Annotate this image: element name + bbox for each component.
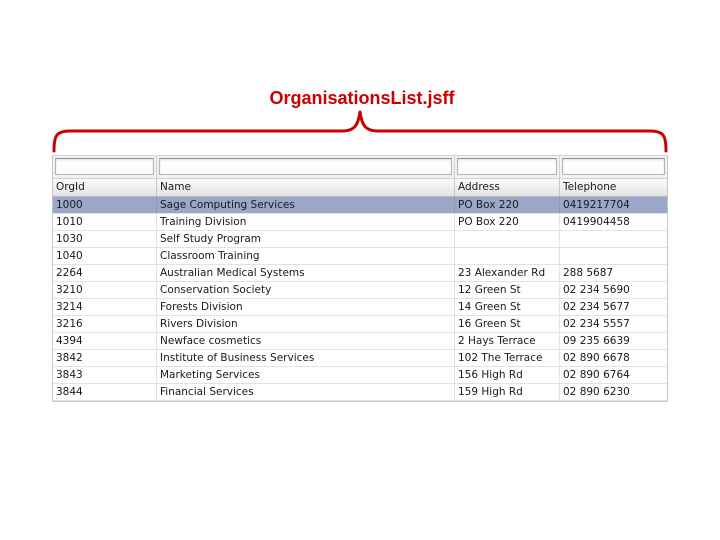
cell-name: Rivers Division (157, 316, 455, 332)
table-row[interactable] (53, 197, 667, 214)
cell-telephone: 02 890 6678 (563, 352, 630, 364)
cell-orgid: 3843 (53, 367, 157, 383)
table-row[interactable] (53, 214, 667, 231)
cell-orgid: 3844 (53, 384, 157, 400)
cell-telephone: 02 890 6230 (563, 386, 630, 398)
cell-address: PO Box 220 (455, 214, 560, 230)
cell-orgid: 1010 (53, 214, 157, 230)
filter-cell-name (157, 156, 455, 178)
filter-input-orgid[interactable] (55, 158, 154, 175)
cell-address (455, 231, 560, 247)
table-header (53, 179, 667, 197)
cell-name: Newface cosmetics (157, 333, 455, 349)
filter-input-address[interactable] (457, 158, 557, 175)
cell-address (455, 248, 560, 264)
cell-name: Forests Division (157, 299, 455, 315)
table-row[interactable] (53, 384, 667, 401)
column-header-orgid[interactable]: OrgId (53, 179, 157, 196)
filter-cell-telephone (560, 156, 667, 178)
cell-telephone (560, 248, 667, 264)
table-row[interactable] (53, 316, 667, 333)
cell-address: 2 Hays Terrace (455, 333, 560, 349)
cell-telephone: 02 234 5557 (563, 318, 630, 330)
table-row[interactable] (53, 367, 667, 384)
cell-address: 23 Alexander Rd (455, 265, 560, 281)
cell-address: 14 Green St (455, 299, 560, 315)
cell-orgid: 1030 (53, 231, 157, 247)
cell-telephone: 0419217704 (563, 199, 630, 211)
cell-name: Financial Services (157, 384, 455, 400)
table-body (53, 197, 667, 401)
table-row[interactable] (53, 350, 667, 367)
cell-address: 156 High Rd (455, 367, 560, 383)
filter-input-name[interactable] (159, 158, 452, 175)
cell-name: Australian Medical Systems (157, 265, 455, 281)
cell-telephone: 02 234 5677 (563, 301, 630, 313)
column-header-name[interactable]: Name (157, 179, 455, 196)
organisations-table (52, 155, 668, 402)
cell-telephone: 0419904458 (563, 216, 630, 228)
cell-orgid: 3214 (53, 299, 157, 315)
cell-address: 159 High Rd (455, 384, 560, 400)
table-row[interactable] (53, 265, 667, 282)
cell-telephone: 02 234 5690 (563, 284, 630, 296)
column-header-telephone[interactable]: Telephone (563, 181, 617, 193)
filter-cell-orgid (53, 156, 157, 178)
cell-name: Sage Computing Services (157, 197, 455, 213)
cell-telephone: 288 5687 (563, 267, 614, 279)
cell-orgid: 3842 (53, 350, 157, 366)
table-row[interactable] (53, 248, 667, 265)
column-header-address[interactable]: Address (455, 179, 560, 196)
table-row[interactable] (53, 231, 667, 248)
cell-telephone: 09 235 6639 (563, 335, 630, 347)
cell-name: Classroom Training (157, 248, 455, 264)
cell-address: 16 Green St (455, 316, 560, 332)
cell-orgid: 2264 (53, 265, 157, 281)
table-row[interactable] (53, 282, 667, 299)
page-title: OrganisationsList.jsff (269, 88, 455, 108)
curly-brace-annotation (50, 106, 670, 156)
cell-orgid: 4394 (53, 333, 157, 349)
cell-telephone (560, 231, 667, 247)
filter-input-telephone[interactable] (562, 158, 665, 175)
cell-name: Conservation Society (157, 282, 455, 298)
cell-address: PO Box 220 (455, 197, 560, 213)
filter-row (53, 155, 667, 179)
cell-orgid: 1040 (53, 248, 157, 264)
cell-telephone: 02 890 6764 (563, 369, 630, 381)
cell-name: Marketing Services (157, 367, 455, 383)
cell-name: Institute of Business Services (157, 350, 455, 366)
cell-address: 102 The Terrace (455, 350, 560, 366)
table-row[interactable] (53, 333, 667, 350)
cell-name: Training Division (157, 214, 455, 230)
filter-cell-address (455, 156, 560, 178)
cell-orgid: 1000 (53, 197, 157, 213)
cell-orgid: 3216 (53, 316, 157, 332)
cell-address: 12 Green St (455, 282, 560, 298)
cell-name: Self Study Program (157, 231, 455, 247)
cell-orgid: 3210 (53, 282, 157, 298)
table-row[interactable] (53, 299, 667, 316)
